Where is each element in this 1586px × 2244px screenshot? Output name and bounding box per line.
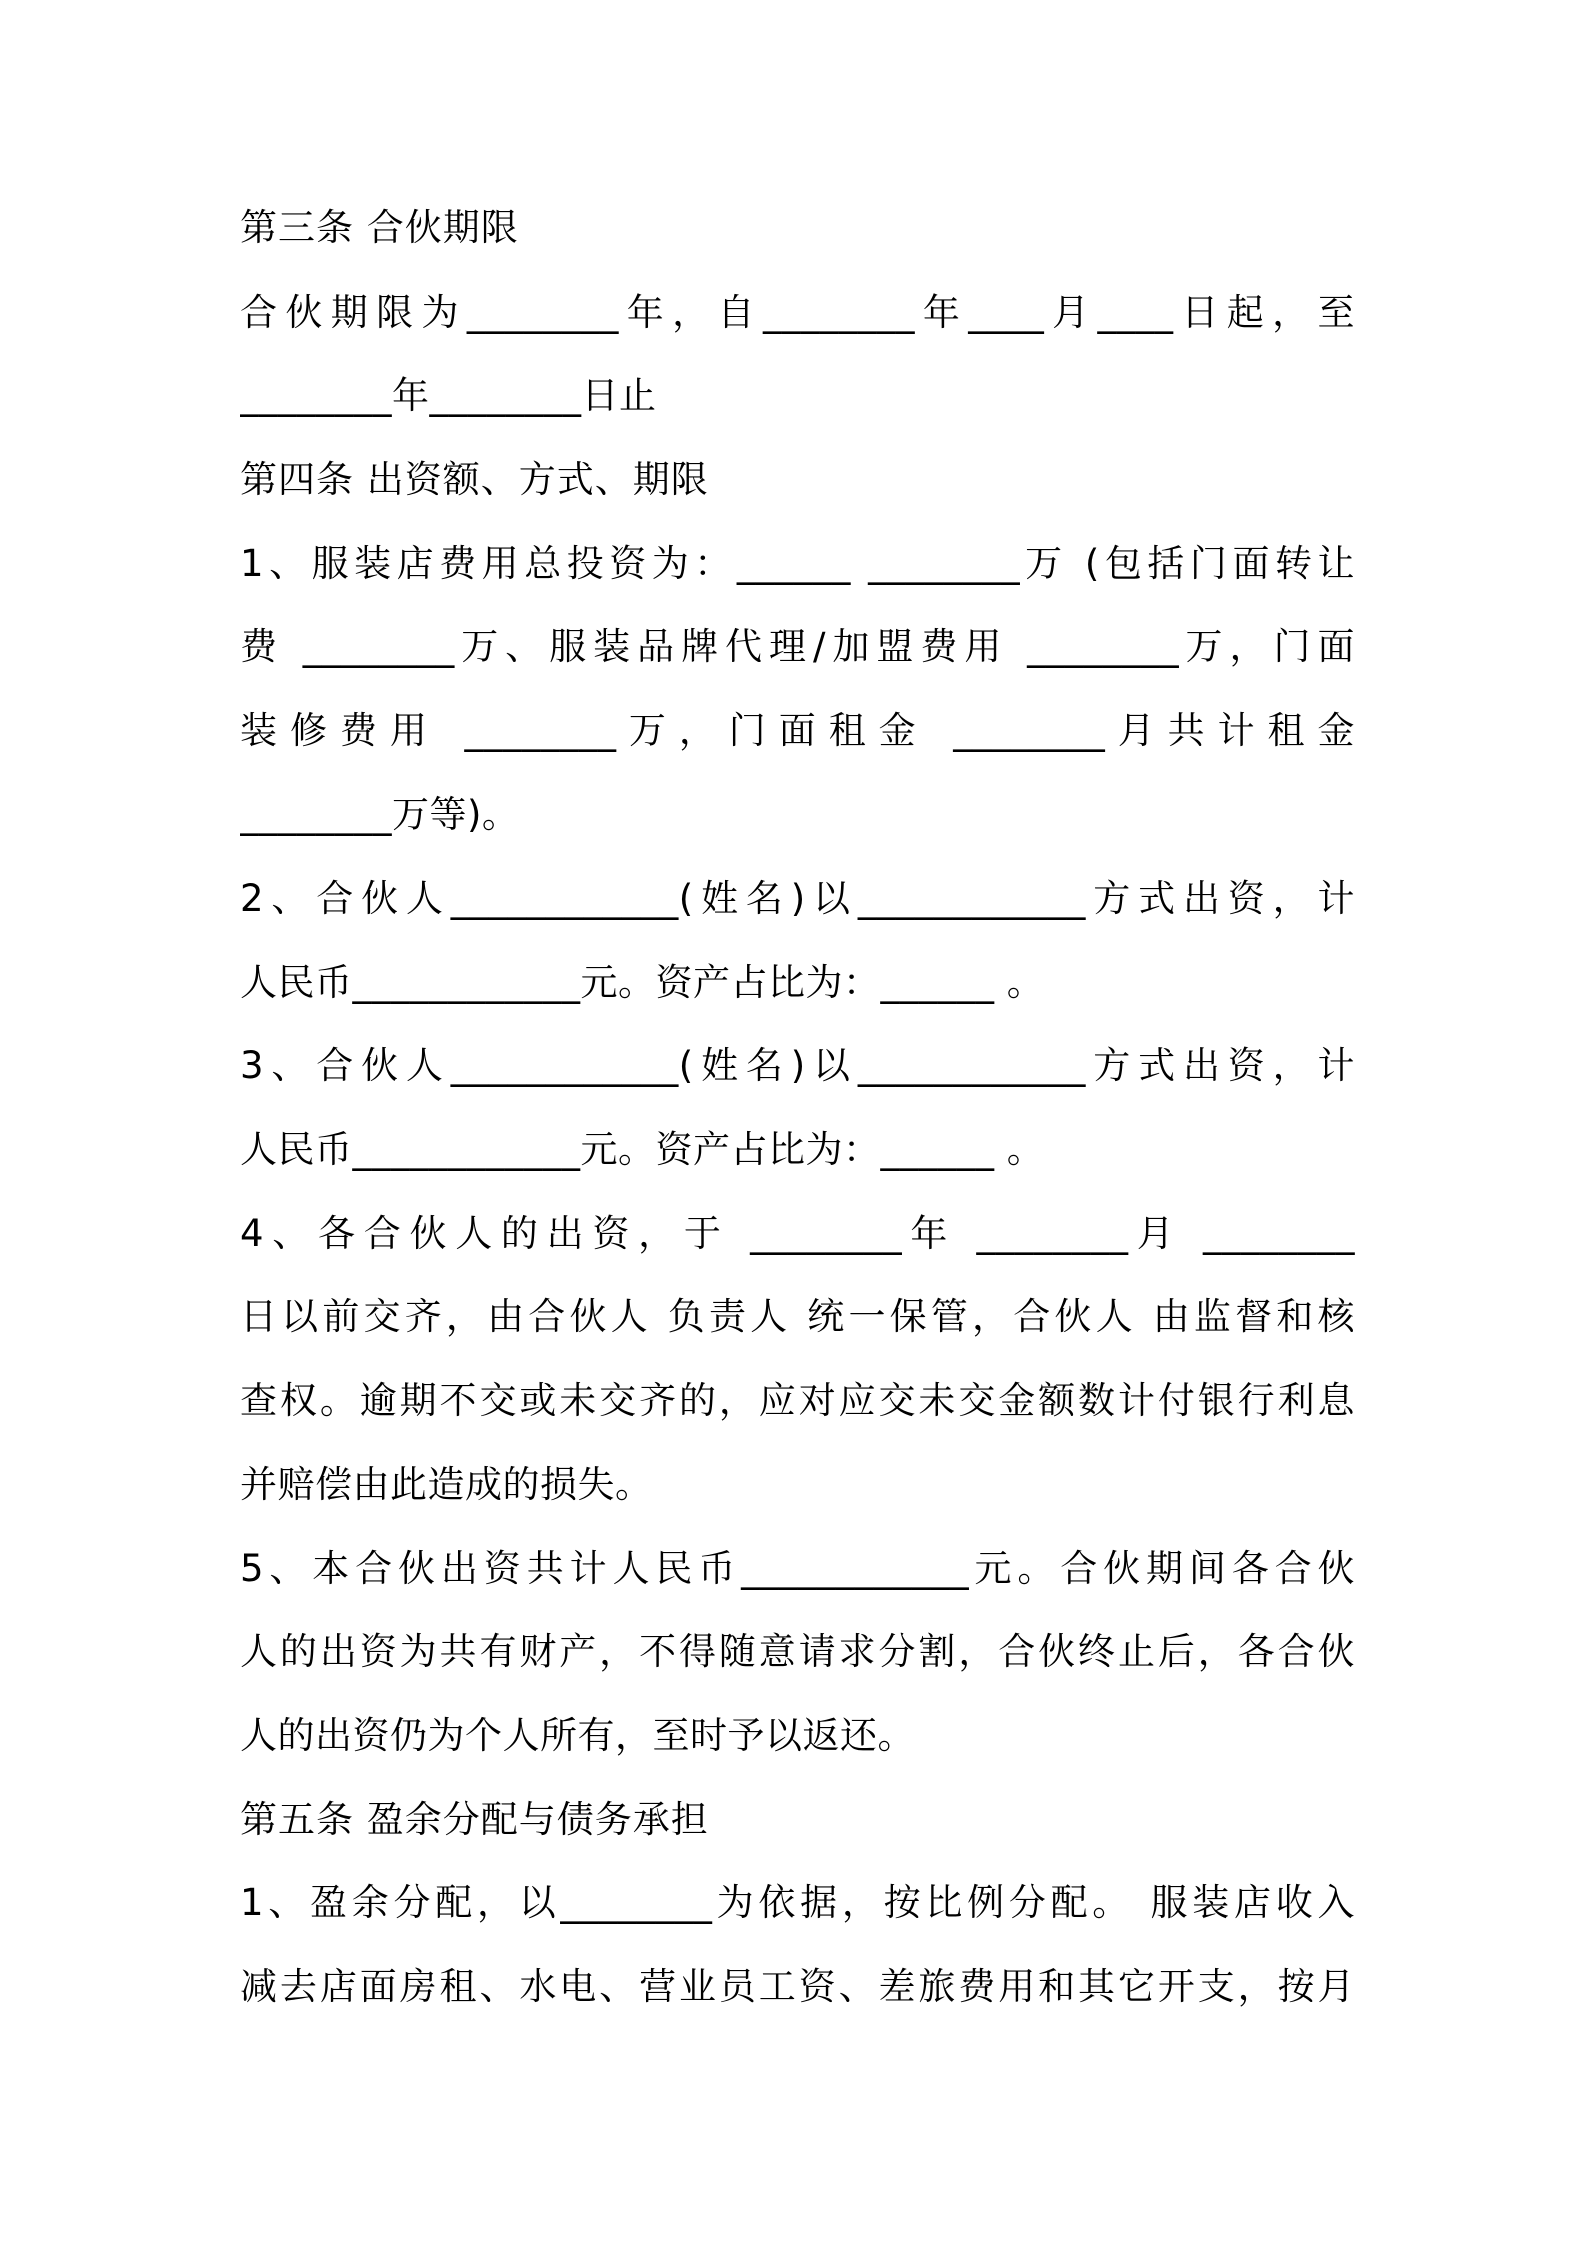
text-line: ________年________日止 — [240, 374, 657, 417]
text-line: 4、各合伙人的出资，于 ________年 ________月 ________ — [240, 1212, 1355, 1255]
text-line: 人民币____________元。资产占比为：______ 。 — [240, 961, 1045, 1004]
text-line: 费 ________万、服装品牌代理/加盟费用 ________万，门面 — [240, 625, 1355, 668]
text-line: 1、盈余分配，以________为依据，按比例分配。 服装店收入 — [240, 1881, 1355, 1924]
text-line: 合伙期限为________年，自________年____月____日起，至 — [240, 291, 1355, 334]
text-line: 减去店面房租、水电、营业员工资、差旅费用和其它开支，按月 — [240, 1965, 1355, 2008]
text-line: 5、本合伙出资共计人民币____________元。合伙期间各合伙 — [240, 1547, 1355, 1590]
text-line: 人的出资为共有财产，不得随意请求分割，合伙终止后，各合伙 — [240, 1630, 1355, 1673]
text-line: 并赔偿由此造成的损失。 — [240, 1463, 653, 1506]
text-line: 1、服装店费用总投资为：______ ________万 (包括门面转让 — [240, 542, 1355, 585]
text-line: 人民币____________元。资产占比为：______ 。 — [240, 1128, 1045, 1171]
text-line: 装修费用 ________万，门面租金 ________月共计租金 — [240, 709, 1355, 752]
text-line: 查权。逾期不交或未交齐的，应对应交未交金额数计付银行利息 — [240, 1379, 1355, 1422]
article-3-heading: 第三条 合伙期限 — [240, 206, 519, 249]
article-5-heading: 第五条 盈余分配与债务承担 — [240, 1798, 709, 1841]
article-4-heading: 第四条 出资额、方式、期限 — [240, 458, 709, 501]
text-line: 3、合伙人____________(姓名)以____________方式出资，计 — [240, 1044, 1355, 1087]
text-line: 人的出资仍为个人所有，至时予以返还。 — [240, 1714, 915, 1757]
text-line: ________万等)。 — [240, 793, 520, 836]
text-line: 2、合伙人____________(姓名)以____________方式出资，计 — [240, 877, 1355, 920]
text-line: 日以前交齐，由合伙人 负责人 统一保管，合伙人 由监督和核 — [240, 1295, 1355, 1338]
